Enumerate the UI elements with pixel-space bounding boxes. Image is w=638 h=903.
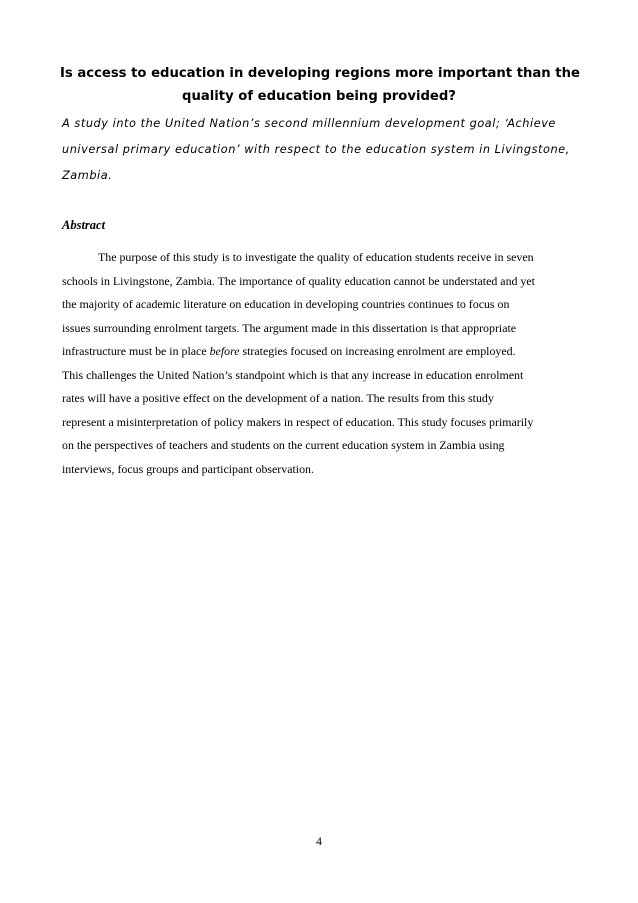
title-line-1: Is access to education in developing regions more important than the xyxy=(60,66,580,81)
abstract-heading: Abstract xyxy=(62,218,106,232)
abstract-line-5 xyxy=(62,340,582,364)
abstract-body xyxy=(62,246,582,481)
abstract-line-4: issues surrounding enrolment targets. The argument made in this dissertation is that appropriate xyxy=(62,320,517,335)
abstract-line-1: The purpose of this study is to investigate the quality of education students receive in seven xyxy=(98,250,534,264)
abstract-line-2: schools in Livingstone, Zambia. The importance of quality education cannot be understated and yet xyxy=(62,273,535,288)
abstract-line-3: the majority of academic literature on education in developing countries continues to focus on xyxy=(62,297,510,311)
title-line-2: quality of education being provided? xyxy=(182,89,456,104)
abstract-line-9: on the perspectives of teachers and students on the current education system in Zambia using xyxy=(62,438,505,452)
subtitle-line-1: A study into the United Nation’s second millennium development goal; ‘Achieve xyxy=(62,117,556,130)
subtitle-line-2: universal primary education’ with respect to the education system in Livingstone, xyxy=(62,143,570,156)
abstract-line-5-start: infrastructure must be in place xyxy=(62,344,210,358)
document-subtitle xyxy=(62,111,582,189)
abstract-line-7: rates will have a positive effect on the development of a nation. The results from this study xyxy=(62,391,494,405)
document-title xyxy=(60,62,578,108)
emphasis-before: before xyxy=(209,344,240,358)
abstract-line-10: interviews, focus groups and participant observation. xyxy=(62,461,314,476)
page-number: 4 xyxy=(316,834,322,848)
abstract-line-6: This challenges the United Nation’s standpoint which is that any increase in education enrolment xyxy=(62,367,524,382)
abstract-line-8: represent a misinterpretation of policy makers in respect of education. This study focuses primarily xyxy=(62,414,534,429)
abstract-line-5-end: strategies focused on increasing enrolment are employed. xyxy=(239,344,516,358)
subtitle-line-3: Zambia. xyxy=(62,169,113,182)
